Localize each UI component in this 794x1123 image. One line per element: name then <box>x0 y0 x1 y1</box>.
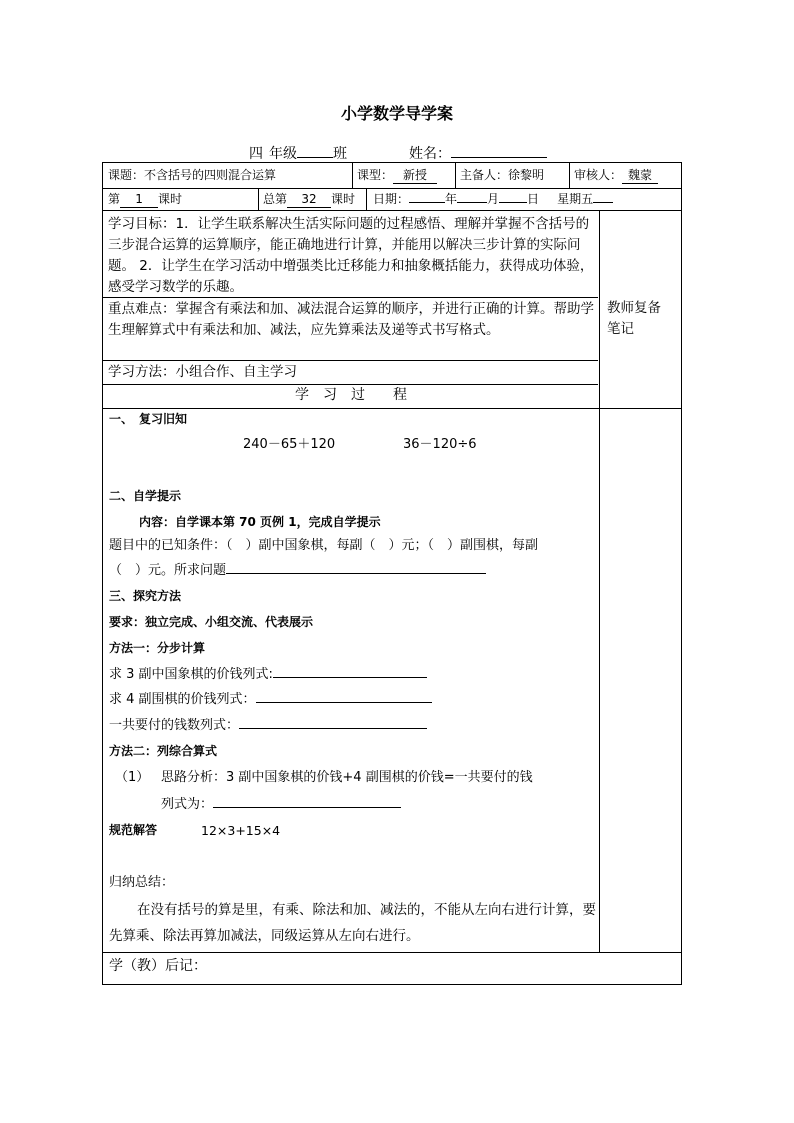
step1-label: 求 3 副中国象棋的价钱列式: <box>109 667 273 682</box>
summary-label: 归纳总结： <box>109 875 175 890</box>
preparer-cell <box>460 165 544 185</box>
standard-answer-label: 规范解答 <box>109 823 158 837</box>
known-conditions-2 <box>109 561 486 581</box>
summary-text: 在没有括号的算是里，有乘、除法和加、减法的，不能从左向右进行计算，要先算乘、除法再算加减法，同级运算从左向右进行。 <box>109 902 596 944</box>
step3-label: 一共要付的钱数列式： <box>109 718 240 733</box>
type-cell <box>357 165 437 185</box>
step2-blank[interactable] <box>256 702 432 703</box>
date-cell <box>373 189 613 209</box>
name-label: 姓名： <box>409 146 451 162</box>
review-expression-1: 240－65＋120 <box>243 437 336 452</box>
day-label: 日 <box>527 192 540 206</box>
month-label: 月 <box>487 192 500 206</box>
step3-line <box>109 716 427 736</box>
step1-line <box>109 665 427 685</box>
weekday-value: 星期五 <box>557 192 594 206</box>
grade-line <box>243 143 347 163</box>
review-title: 一、 复习旧知 <box>109 412 188 426</box>
class-label: 班 <box>333 146 347 162</box>
method2-title: 方法二：列综合算式 <box>109 744 218 758</box>
grade-label: 年级 <box>269 146 297 162</box>
step1-blank[interactable] <box>273 677 427 678</box>
learning-goals: 学习目标：1．让学生联系解决生活实际问题的过程感悟、理解并掌握不含括号的三步混合运算的运算顺序，能正确地进行计算，并能用以解决三步计算的实际问题。 2．让学生在学习活动中增强类比迁移能力和抽象概括能力，获得成功体验，感受学习数学的乐趣。 <box>108 216 594 295</box>
standard-answer-expression: 12×3+15×4 <box>201 823 281 838</box>
year-blank[interactable] <box>409 202 445 203</box>
analysis-text: 思路分析：3 副中国象棋的价钱+4 副围棋的价钱=一共要付的钱 <box>161 770 533 785</box>
grade-value: 四 <box>243 146 269 163</box>
lesson-prefix: 第 <box>108 192 121 206</box>
preparer-label: 主备人： <box>460 168 509 182</box>
date-label: 日期： <box>373 192 410 206</box>
lesson-suffix: 课时 <box>158 192 183 206</box>
teacher-notes-label: 教师复备笔记 <box>607 300 661 337</box>
name-line <box>409 143 547 163</box>
after-class-notes: 学（教）后记： <box>109 958 207 974</box>
total-suffix: 课时 <box>331 192 356 206</box>
known-conditions: 题目中的已知条件：（ ）副中国象棋，每副（ ）元；（ ）副围棋，每副 <box>109 538 539 553</box>
total-number: 32 <box>287 191 331 208</box>
requirement: 要求：独立完成、小组交流、代表展示 <box>109 615 314 629</box>
step2-label: 求 4 副围棋的价钱列式： <box>109 692 256 707</box>
reviewer-value: 魏蒙 <box>622 167 658 184</box>
day-blank[interactable] <box>499 202 527 203</box>
step2-line <box>109 690 432 710</box>
lesson-sheet <box>102 162 682 985</box>
learning-method: 学习方法：小组合作、自主学习 <box>108 364 297 380</box>
process-title: 学 习 过 程 <box>295 387 407 403</box>
page-title: 小学数学导学案 <box>340 104 453 123</box>
explore-title: 三、探究方法 <box>109 589 182 603</box>
topic-value: 不含括号的四则混合运算 <box>144 168 277 182</box>
topic-label: 课题： <box>108 168 145 182</box>
method1-title: 方法一：分步计算 <box>109 641 206 655</box>
topic-cell <box>108 165 276 185</box>
class-blank[interactable] <box>297 157 333 158</box>
month-blank[interactable] <box>457 202 487 203</box>
self-study-content: 内容：自学课本第 70 页例 1，完成自学提示 <box>139 515 381 529</box>
year-label: 年 <box>445 192 458 206</box>
step3-blank[interactable] <box>239 728 427 729</box>
lesson-cell <box>108 189 182 209</box>
formula-label: 列式为： <box>161 797 214 812</box>
question-label: （ ）元。所求问题 <box>109 563 227 578</box>
reviewer-cell <box>574 165 658 185</box>
lesson-number: 1 <box>120 191 158 208</box>
name-blank[interactable] <box>451 157 547 158</box>
total-prefix: 总第 <box>263 192 288 206</box>
formula-blank[interactable] <box>213 807 401 808</box>
total-cell <box>263 189 355 209</box>
key-points: 重点难点：掌握含有乘法和加、减法混合运算的顺序，并进行正确的计算。帮助学生理解算式中有乘法和加、减法，应先算乘法及递等式书写格式。 <box>108 301 594 338</box>
reviewer-label: 审核人： <box>574 168 623 182</box>
type-label: 课型： <box>357 168 394 182</box>
question-blank[interactable] <box>226 573 486 574</box>
type-value: 新授 <box>393 167 437 184</box>
preparer-value: 徐黎明 <box>508 168 545 182</box>
self-study-title: 二、自学提示 <box>109 489 182 503</box>
review-expression-2: 36－120÷6 <box>403 437 477 452</box>
formula-line <box>161 795 401 815</box>
analysis-number: （1） <box>115 770 150 785</box>
